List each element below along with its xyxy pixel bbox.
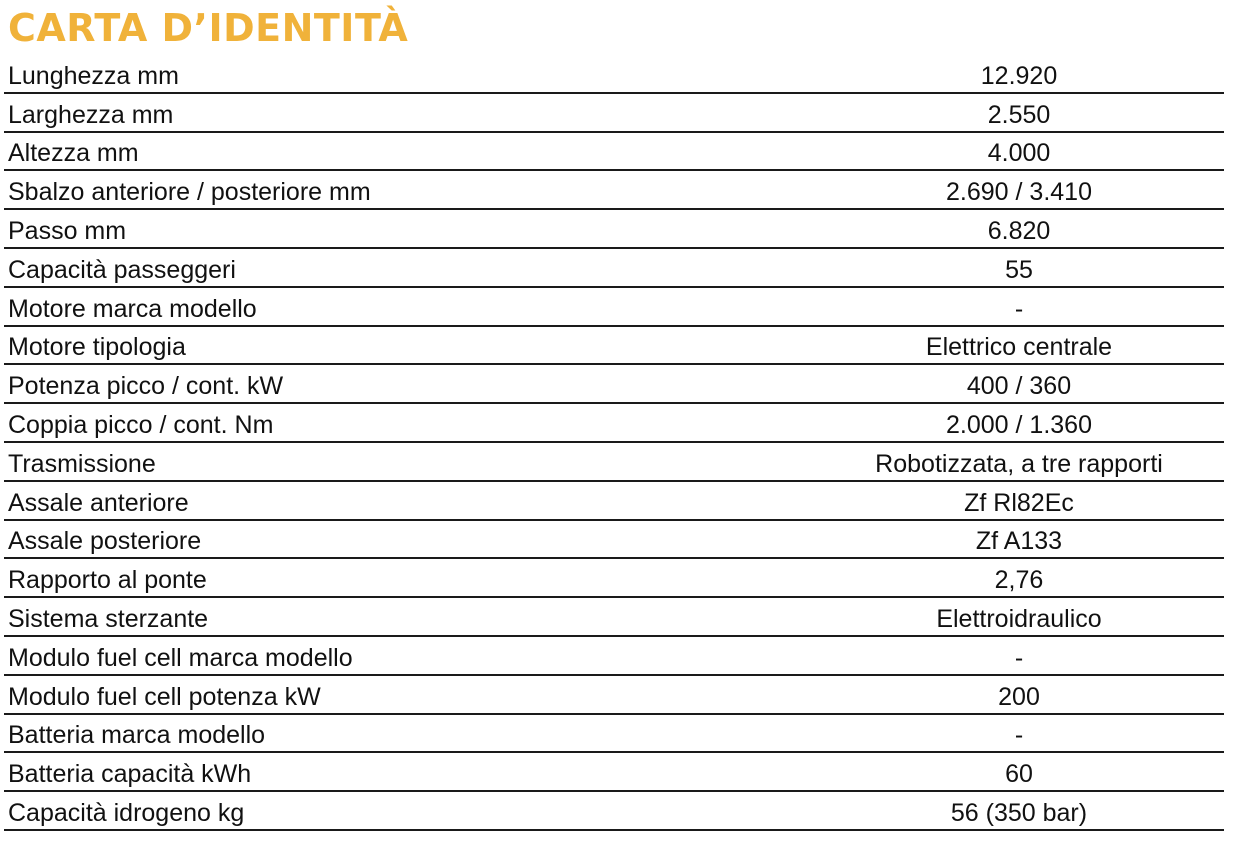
table-row — [4, 442, 1224, 481]
spec-value: 200 — [624, 675, 1224, 714]
spec-label: Lunghezza mm — [4, 54, 624, 93]
table-row — [4, 520, 1224, 559]
spec-value: 60 — [624, 752, 1224, 791]
spec-label: Capacità idrogeno kg — [4, 791, 624, 830]
table-row — [4, 481, 1224, 520]
spec-value: - — [624, 714, 1224, 753]
table-row — [4, 326, 1224, 365]
spec-label: Trasmissione — [4, 442, 624, 481]
table-row — [4, 248, 1224, 287]
table-row — [4, 752, 1224, 791]
table-row — [4, 597, 1224, 636]
spec-label: Batteria marca modello — [4, 714, 624, 753]
table-row — [4, 287, 1224, 326]
spec-label: Altezza mm — [4, 132, 624, 171]
spec-value: 6.820 — [624, 209, 1224, 248]
spec-value: 56 (350 bar) — [624, 791, 1224, 830]
table-row — [4, 209, 1224, 248]
spec-label: Larghezza mm — [4, 93, 624, 132]
page-title: CARTA D’IDENTITÀ — [8, 6, 409, 50]
spec-label: Motore marca modello — [4, 287, 624, 326]
spec-label: Sbalzo anteriore / posteriore mm — [4, 170, 624, 209]
table-row — [4, 93, 1224, 132]
spec-label: Modulo fuel cell potenza kW — [4, 675, 624, 714]
spec-value: - — [624, 636, 1224, 675]
spec-value: 55 — [624, 248, 1224, 287]
spec-table — [4, 54, 1224, 831]
table-row — [4, 558, 1224, 597]
spec-value: 400 / 360 — [624, 364, 1224, 403]
spec-value: 12.920 — [624, 54, 1224, 93]
spec-value: Zf Rl82Ec — [624, 481, 1224, 520]
spec-label: Batteria capacità kWh — [4, 752, 624, 791]
spec-value: 2,76 — [624, 558, 1224, 597]
spec-label: Coppia picco / cont. Nm — [4, 403, 624, 442]
spec-value: 2.000 / 1.360 — [624, 403, 1224, 442]
table-row — [4, 364, 1224, 403]
spec-value: 2.690 / 3.410 — [624, 170, 1224, 209]
spec-value: 2.550 — [624, 93, 1224, 132]
table-row — [4, 403, 1224, 442]
spec-label: Rapporto al ponte — [4, 558, 624, 597]
table-row — [4, 675, 1224, 714]
spec-label: Assale posteriore — [4, 520, 624, 559]
table-row — [4, 791, 1224, 830]
table-row — [4, 714, 1224, 753]
table-row — [4, 54, 1224, 93]
spec-label: Modulo fuel cell marca modello — [4, 636, 624, 675]
spec-value: Zf A133 — [624, 520, 1224, 559]
spec-label: Capacità passeggeri — [4, 248, 624, 287]
spec-value: Robotizzata, a tre rapporti — [624, 442, 1224, 481]
spec-label: Assale anteriore — [4, 481, 624, 520]
table-row — [4, 132, 1224, 171]
spec-value: 4.000 — [624, 132, 1224, 171]
spec-label: Potenza picco / cont. kW — [4, 364, 624, 403]
spec-value: Elettrico centrale — [624, 326, 1224, 365]
spec-value: Elettroidraulico — [624, 597, 1224, 636]
table-row — [4, 170, 1224, 209]
spec-label: Sistema sterzante — [4, 597, 624, 636]
spec-label: Motore tipologia — [4, 326, 624, 365]
spec-label: Passo mm — [4, 209, 624, 248]
table-row — [4, 636, 1224, 675]
spec-value: - — [624, 287, 1224, 326]
